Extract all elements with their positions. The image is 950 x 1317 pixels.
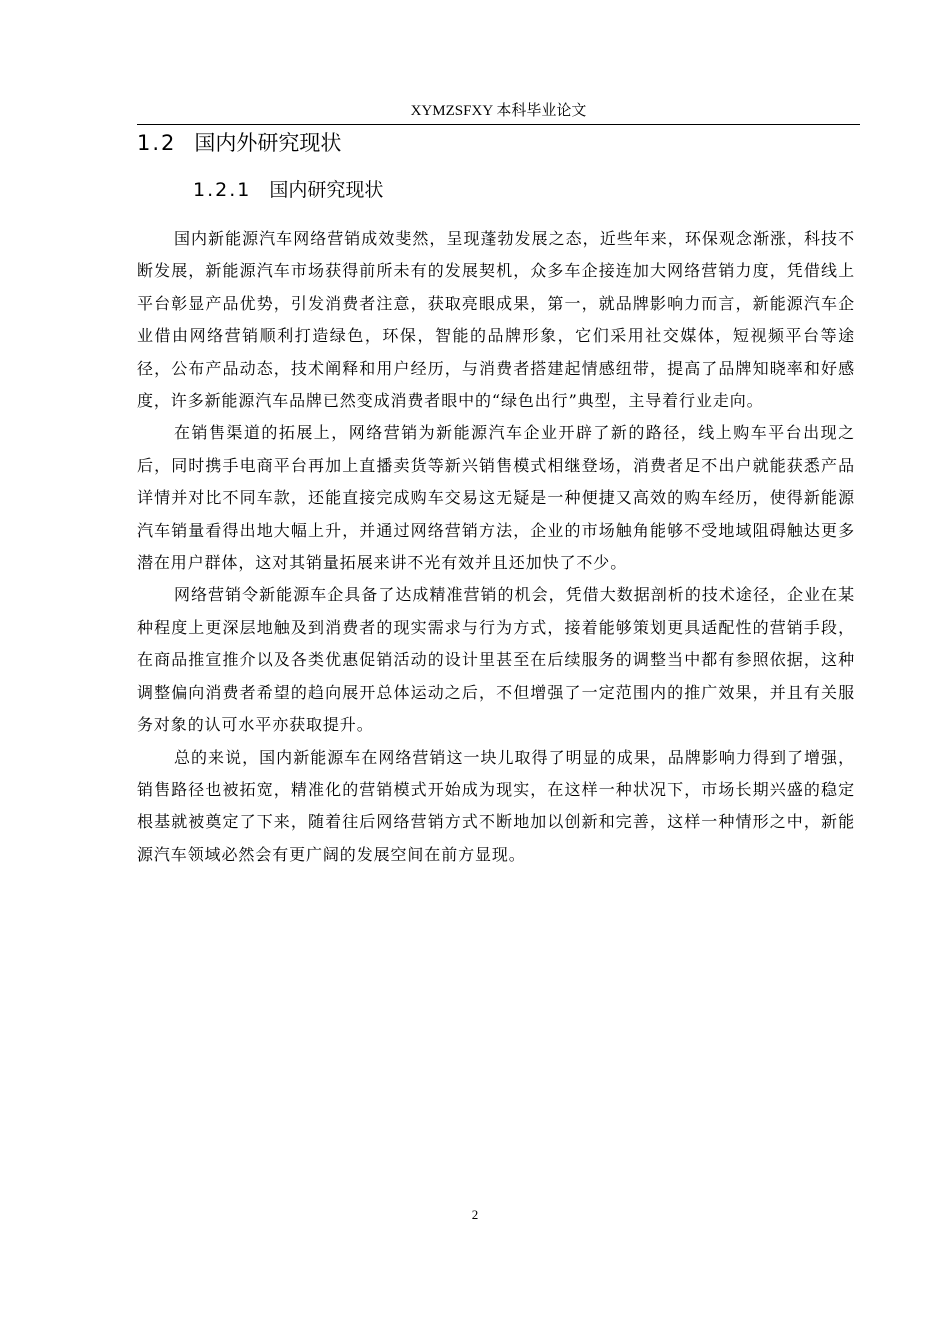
subsection-number: 1.2.1: [193, 179, 252, 201]
paragraph-sales-channels: 在销售渠道的拓展上，网络营销为新能源汽车企业开辟了新的路径，线上购车平台出现之后，同时携手电商平台再加上直播卖货等新兴销售模式相继登场，消费者足不出户就能获悉产品详情并对比不同车款，还能直接完成购车交易这无疑是一种便捷又高效的购车经历，使得新能源汽车销量看得出地大幅上升，并通过网络营销方法，企业的市场触角能够不受地域阻碍触达更多潜在用户群体，这对其销量拓展来讲不光有效并且还加快了不少。: [137, 423, 855, 573]
running-header: XYMZSFXY 本科毕业论文: [410, 103, 587, 119]
subsection-title: 国内研究现状: [269, 179, 384, 201]
section-title: 国内外研究现状: [194, 131, 342, 155]
page-number: 2: [471, 1207, 479, 1222]
paragraph-brand-influence: 国内新能源汽车网络营销成效斐然，呈现蓬勃发展之态，近些年来，环保观念渐涨，科技不断发展，新能源汽车市场获得前所未有的发展契机，众多车企接连加大网络营销力度，凭借线上平台彰显产品优势，引发消费者注意，获取亮眼成果，第一，就品牌影响力而言，新能源汽车企业借由网络营销顺利打造绿色，环保，智能的品牌形象，它们采用社交媒体，短视频平台等途径，公布产品动态，技术阐释和用户经历，与消费者搭建起情感纽带，提高了品牌知晓率和好感度，许多新能源汽车品牌已然变成消费者眼中的“绿色出行”典型，主导着行业走向。: [137, 229, 855, 411]
body-text: [137, 223, 855, 871]
section-heading: [137, 128, 341, 158]
paragraph-precision-marketing: 网络营销令新能源车企具备了达成精准营销的机会，凭借大数据剖析的技术途径，企业在某种程度上更深层地触及到消费者的现实需求与行为方式，接着能够策划更具适配性的营销手段，在商品推宣推介以及各类优惠促销活动的设计里甚至在后续服务的调整当中都有参照依据，这种调整偏向消费者希望的趋向展开总体运动之后，不但增强了一定范围内的推广效果，并且有关服务对象的认可水平亦获取提升。: [137, 585, 855, 735]
subsection-heading: [193, 175, 383, 205]
section-number: 1.2: [137, 131, 177, 155]
paragraph-summary: 总的来说，国内新能源车在网络营销这一块儿取得了明显的成果，品牌影响力得到了增强，销售路径也被拓宽，精准化的营销模式开始成为现实，在这样一种状况下，市场长期兴盛的稳定根基就被奠定了下来，随着往后网络营销方式不断地加以创新和完善，这样一种情形之中，新能源汽车领域必然会有更广阔的发展空间在前方显现。: [137, 747, 855, 864]
header-divider: [137, 124, 860, 125]
